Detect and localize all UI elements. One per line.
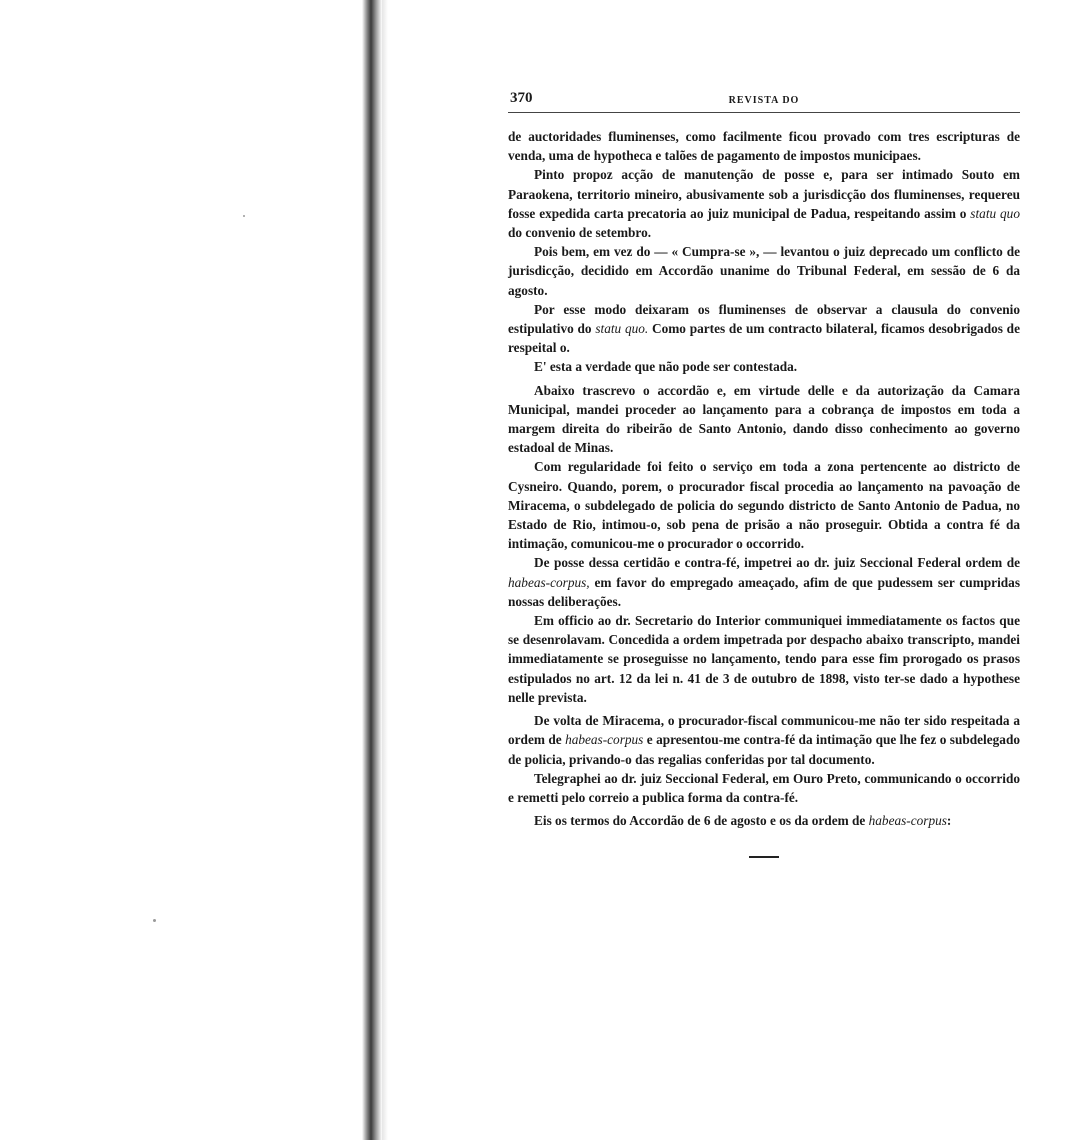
page-body	[508, 127, 1020, 830]
italic-term: habeas-corpus	[565, 732, 644, 748]
scan-speck	[243, 215, 245, 217]
paragraph: Eis os termos do Accordão de 6 de agosto e os da ordem de habeas-corpus:	[534, 813, 952, 829]
paragraph: Abaixo trascrevo o accordão e, em virtude delle e da autorização da Camara Municipal, mandei proceder ao lançamento para a cobrança de impostos em toda a margem direita do ribeirão de Santo Antonio, dando disso conhecimento ao governo estadoal de Minas.	[508, 382, 1020, 456]
paragraph: Com regularidade foi feito o serviço em toda a zona pertencente ao districto de Cysneiro. Quando, porem, o procurador fiscal procedia ao lançamento na pavoação de Miracema, o subdelegado de policia do segundo districto de Santo Antonio de Padua, no Estado de Rio, intimou-o, sob pena de prisão a não proseguir. Obtida a contra fé da intimação, comunicou-me o procurador o occorrido.	[508, 459, 1020, 552]
italic-term: statu quo.	[595, 321, 649, 337]
paragraph: Em officio ao dr. Secretario do Interior communiquei immediatamente os factos que se desenrolavam. Concedida a ordem impetrada por despacho abaixo transcripto, mandei immediatamente se proseguisse no lançamento, tendo para esse fim prorogado os prasos estipulados no art. 12 da lei n. 41 de 3 de outubro de 1898, visto ter-se dado a hypothese nelle prevista.	[508, 613, 1020, 705]
paragraph: De volta de Miracema, o procurador-fiscal communicou-me não ter sido respeitada a ordem de habeas-corpus e apresentou-me contra-fé da intimação que lhe fez o subdelegado de policia, privando-o das regalias conferidas por tal documento.	[508, 713, 1020, 767]
gutter-shadow	[382, 0, 388, 1140]
italic-term: habeas-corpus,	[508, 574, 590, 590]
paragraph: Pinto propoz acção de manutenção de posse e, para ser intimado Souto em Paraokena, territorio mineiro, abusivamente sob a jurisdicção dos fluminenses, requereu fosse expedida carta precatoria ao juiz municipal de Padua, respeitando assim o statu quo do convenio de setembro.	[508, 167, 1020, 241]
paragraph: de auctoridades fluminenses, como facilmente ficou provado com tres escripturas de venda, uma de hypotheca e talões de pagamento de impostos municipaes.	[508, 129, 1020, 164]
section-end-rule	[749, 856, 779, 858]
italic-term: statu quo	[970, 205, 1020, 221]
page-number: 370	[510, 90, 533, 106]
scan-speck	[153, 919, 156, 922]
paragraph: E' esta a verdade que não pode ser contestada.	[534, 359, 798, 375]
paragraph: Telegraphei ao dr. juiz Seccional Federal, em Ouro Preto, communicando o occorrido e remetti pelo correio a publica forma da contra-fé.	[508, 770, 1020, 805]
paragraph: Pois bem, em vez do — « Cumpra-se », — levantou o juiz deprecado um conflicto de jurisdicção, decidido em Accordão unanime do Tribunal Federal, em sessão de 6 da agosto.	[508, 244, 1020, 298]
book-binding-gutter	[362, 0, 382, 1140]
paragraph: Por esse modo deixaram os fluminenses de observar a clausula do convenio estipulativo do statu quo. Como partes de um contracto bilateral, ficamos desobrigados de respeital o.	[508, 301, 1020, 356]
italic-term: habeas-corpus	[868, 813, 947, 829]
running-title: REVISTA DO	[728, 95, 800, 106]
page-header	[508, 90, 1020, 113]
book-page	[508, 90, 1020, 858]
paragraph: De posse dessa certidão e contra-fé, impetrei ao dr. juiz Seccional Federal ordem de habeas-corpus, em favor do empregado ameaçado, afim de que pudessem ser cumpridas nossas deliberações.	[508, 555, 1020, 609]
